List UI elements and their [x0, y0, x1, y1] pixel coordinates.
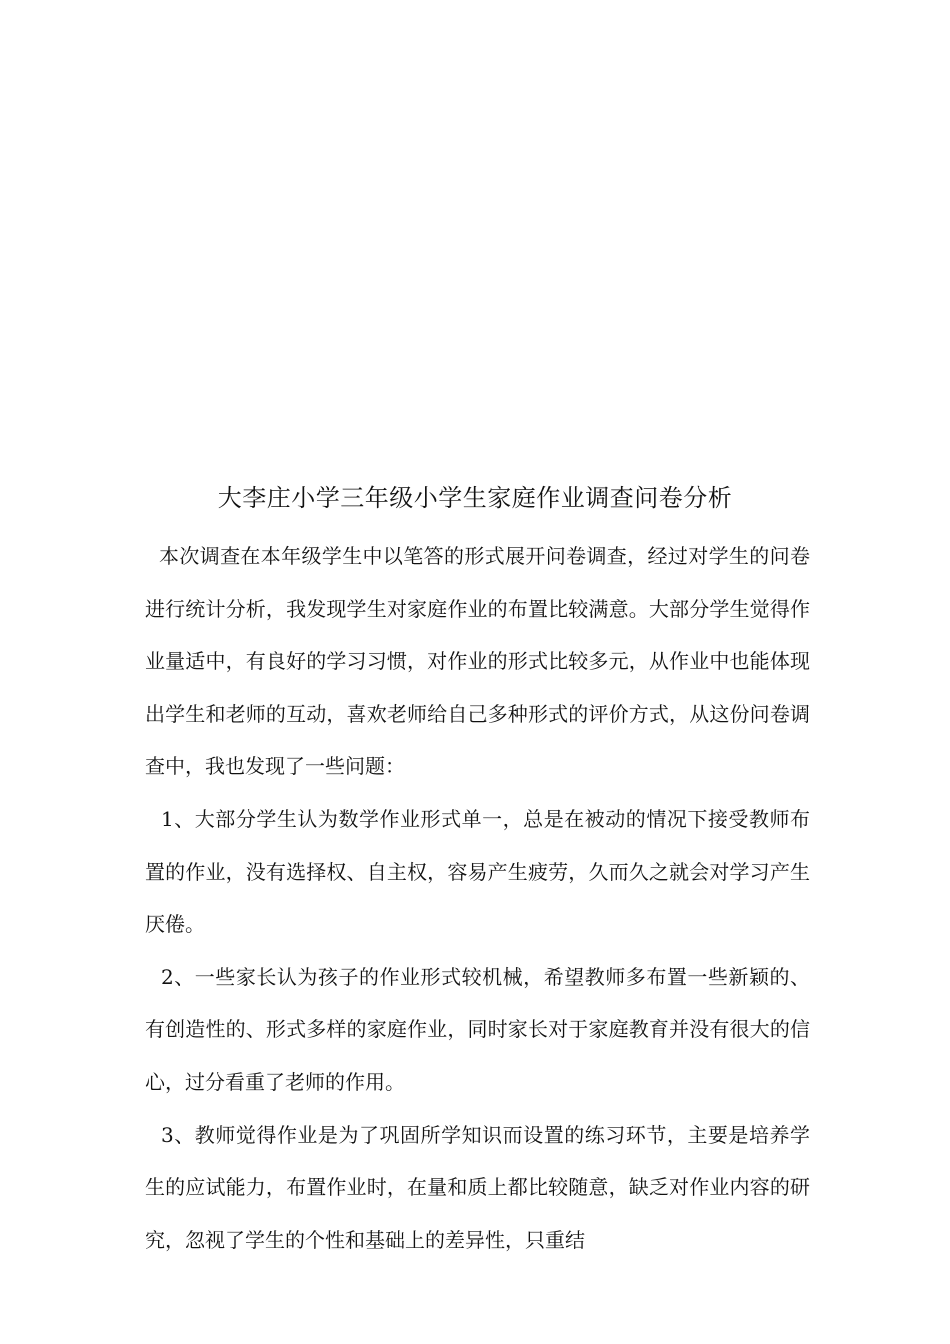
intro-paragraph: 本次调查在本年级学生中以笔答的形式展开问卷调查，经过对学生的问卷进行统计分析，我发现学生对家庭作业的布置比较满意。大部分学生觉得作业量适中，有良好的学习习惯，对作业的形式比较多元，从作业中也能体现出学生和老师的互动，喜欢老师给自己多种形式的评价方式，从这份问卷调查中，我也发现了一些问题：: [145, 544, 810, 779]
finding-paragraph-1: 1、大部分学生认为数学作业形式单一，总是在被动的情况下接受教师布置的作业，没有选择权、自主权，容易产生疲劳，久而久之就会对学习产生厌倦。: [145, 806, 810, 937]
document-body: [145, 530, 810, 1266]
finding-paragraph-2: 2、一些家长认为孩子的作业形式较机械，希望教师多布置一些新颖的、有创造性的、形式多样的家庭作业，同时家长对于家庭教育并没有很大的信心，过分看重了老师的作用。: [145, 964, 810, 1094]
finding-paragraph-3: 3、教师觉得作业是为了巩固所学知识而设置的练习环节，主要是培养学生的应试能力，布置作业时，在量和质上都比较随意，缺乏对作业内容的研究，忽视了学生的个性和基础上的差异性，只重结: [145, 1122, 810, 1252]
document-title: 大李庄小学三年级小学生家庭作业调查问卷分析: [217, 484, 733, 512]
